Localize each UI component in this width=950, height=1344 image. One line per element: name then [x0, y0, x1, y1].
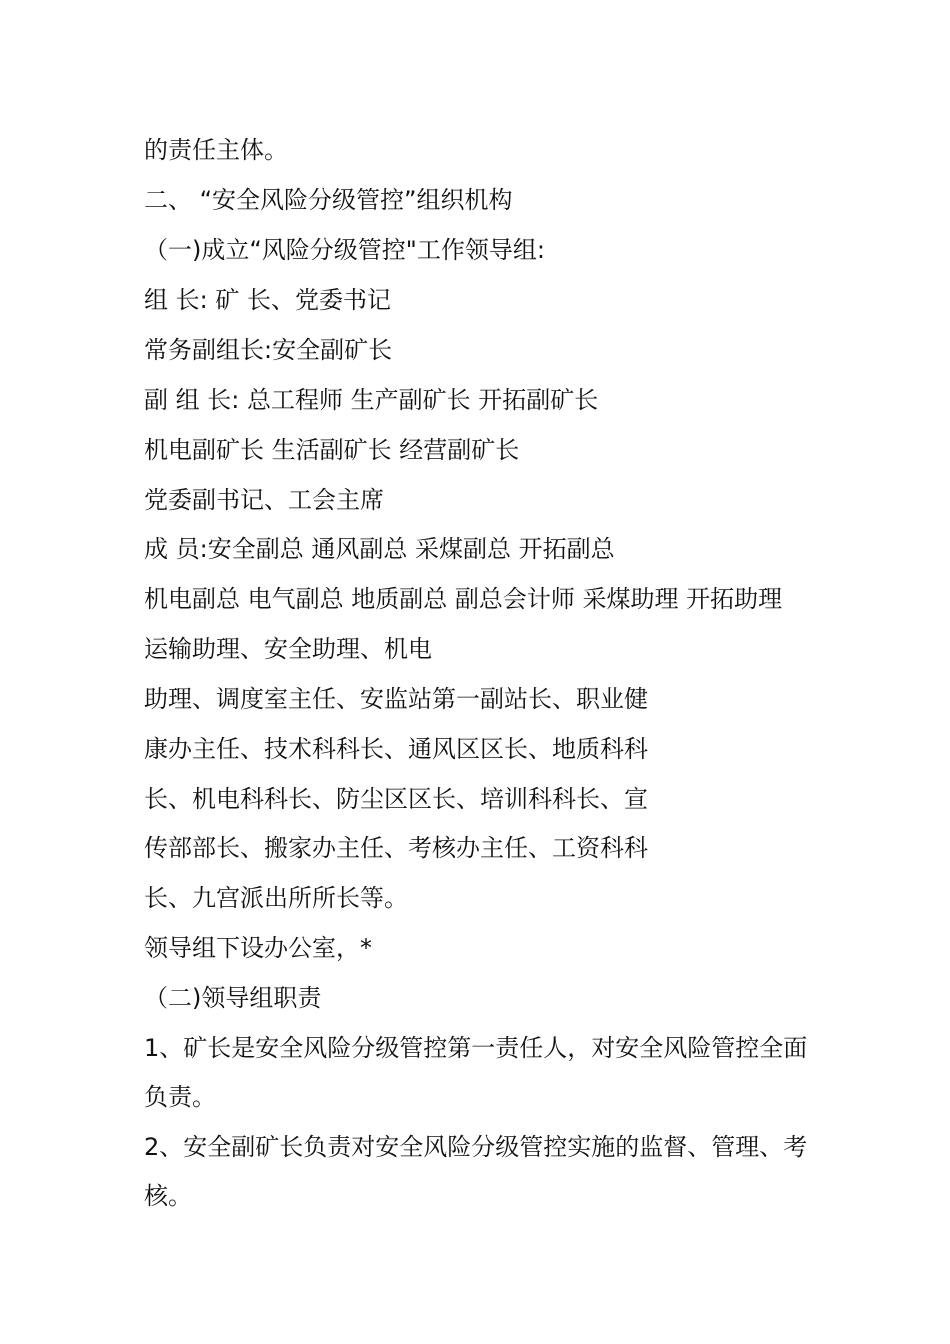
text-line: 机电副矿长 生活副矿长 经营副矿长: [144, 436, 520, 464]
text-line: 副 组 长: 总工程师 生产副矿长 开拓副矿长: [144, 386, 599, 414]
text-line: 运输助理、安全助理、机电: [144, 635, 432, 663]
text-line: 长、九宫派出所所长等。: [144, 884, 408, 912]
text-line: 组 长: 矿 长、党委书记: [144, 286, 391, 314]
text-line: 核。: [144, 1182, 192, 1210]
subsection-heading: （二)领导组职责: [144, 984, 322, 1012]
subsection-heading: （一)成立“风险分级管控"工作领导组:: [144, 236, 545, 264]
text-line: 1、矿长是安全风险分级管控第一责任人，对安全风险管控全面: [144, 1034, 808, 1062]
text-line: 领导组下设办公室，*: [144, 934, 372, 962]
text-line: 成 员:安全副总 通风副总 采煤副总 开拓副总: [144, 535, 615, 563]
text-line: 助理、调度室主任、安监站第一副站长、职业健: [144, 685, 648, 713]
text-line: 传部部长、搬家办主任、考核办主任、工资科科: [144, 834, 648, 862]
section-heading: 二、 “安全风险分级管控”组织机构: [144, 186, 513, 214]
text-line: 机电副总 电气副总 地质副总 副总会计师 采煤助理 开拓助理: [144, 585, 783, 613]
text-line: 负责。: [144, 1083, 216, 1111]
text-line: 党委副书记、工会主席: [144, 486, 384, 514]
text-line: 长、机电科科长、防尘区区长、培训科科长、宣: [144, 785, 648, 813]
text-line: 的责任主体。: [144, 136, 288, 164]
text-line: 2、安全副矿长负责对安全风险分级管控实施的监督、管理、考: [144, 1133, 808, 1161]
text-line: 常务副组长:安全副矿长: [144, 336, 393, 364]
text-line: 康办主任、技术科科长、通风区区长、地质科科: [144, 735, 648, 763]
